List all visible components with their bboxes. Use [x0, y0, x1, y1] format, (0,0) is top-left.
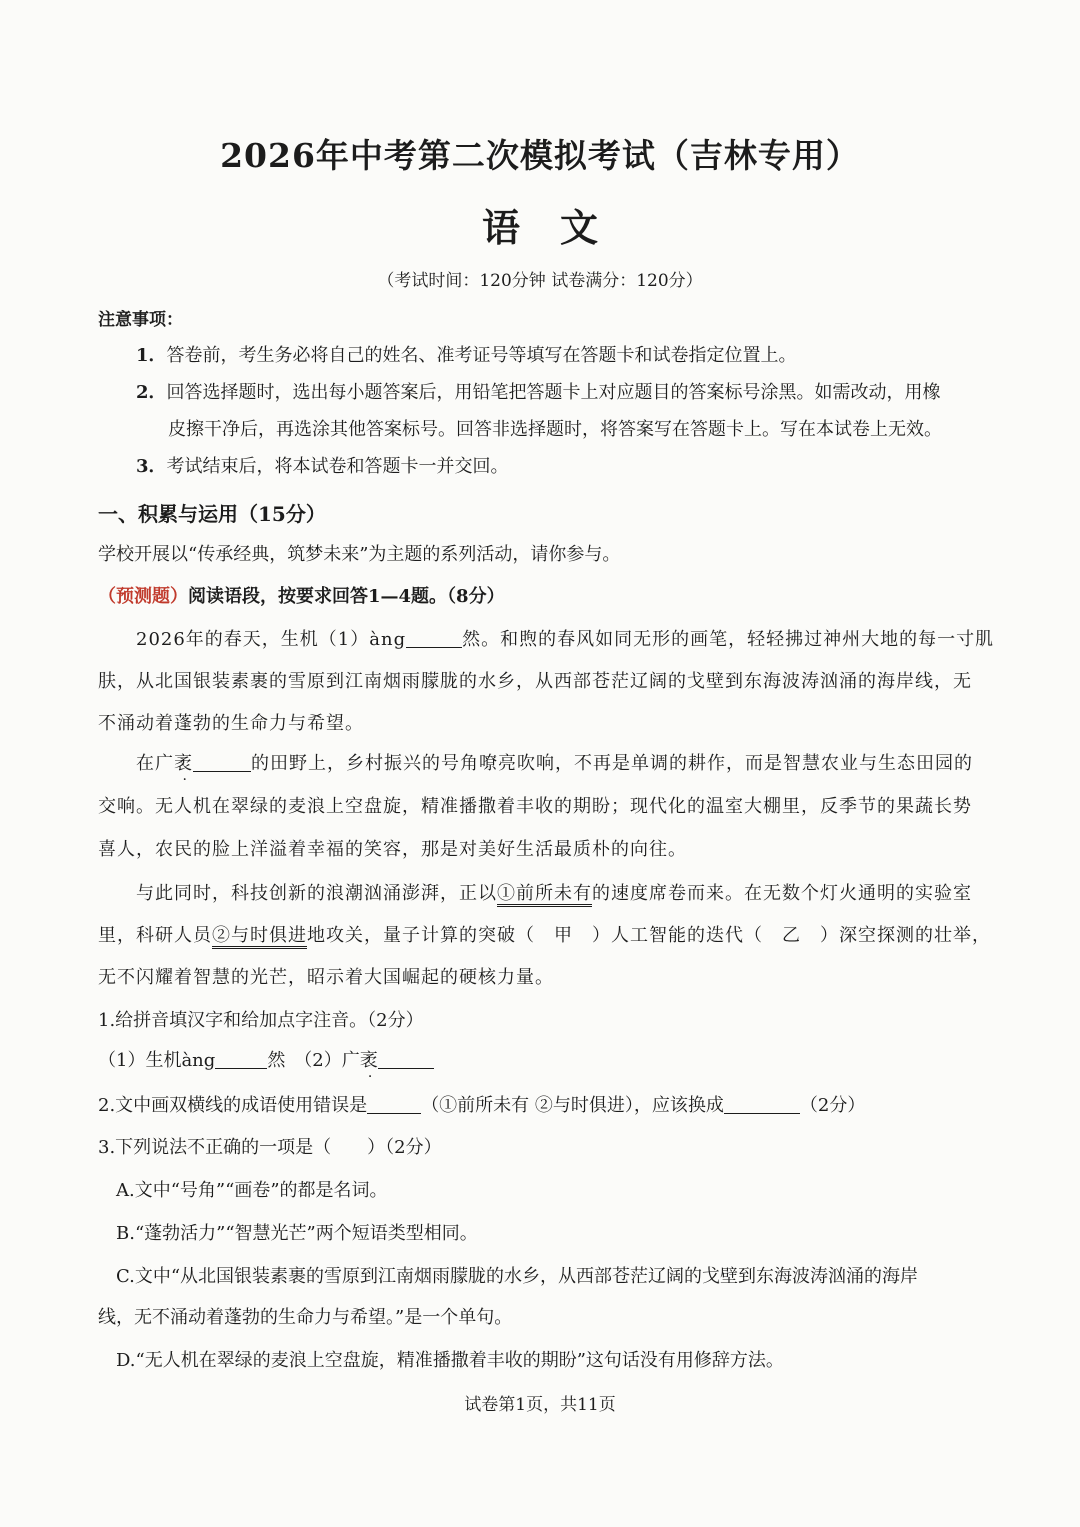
notice-item-num: 2．: [136, 382, 167, 403]
notice-item-text: 回答选择题时，选出每小题答案后，用铅笔把答题卡上对应题目的答案标号涂黑。如需改动，用橡: [166, 382, 941, 403]
question-text: 然 （2）广: [267, 1050, 360, 1071]
passage-line: [98, 921, 991, 947]
dotted-char: 袤: [174, 753, 193, 774]
notice-item-text: 答卷前，考生务必将自己的姓名、准考证号等填写在答题卡和试卷指定位置上。: [166, 345, 797, 366]
question-text: （2分）: [799, 1095, 866, 1116]
passage-line: [136, 879, 972, 905]
notice-title: 注意事项：: [98, 310, 183, 330]
passage-text: 与此同时，科技创新的浪潮汹涌澎湃，正以: [136, 883, 497, 904]
option-c-cont: 线，无不涌动着蓬勃的生命力与希望。”是一个单句。: [98, 1307, 513, 1328]
answer-blank: [193, 753, 251, 772]
answer-blank[interactable]: [215, 1050, 267, 1069]
passage-text: 的田野上，乡村振兴的号角嘹亮吹响，不再是单调的耕作，而是智慧农业与生态田园的: [251, 753, 973, 774]
passage-line: 喜人，农民的脸上洋溢着幸福的笑容，那是对美好生活最质朴的向往。: [98, 839, 687, 860]
passage-line: [136, 749, 973, 775]
exam-title: 2026年中考第二次模拟考试（吉林专用）: [220, 136, 860, 175]
answer-blank[interactable]: [724, 1095, 800, 1114]
answer-blank: [406, 629, 462, 648]
notice-item-num: 1．: [136, 345, 167, 366]
dotted-char: 袤: [359, 1050, 378, 1071]
option-b: B.“蓬勃活力”“智慧光芒”两个短语类型相同。: [116, 1223, 478, 1244]
section-heading: 一、积累与运用（15分）: [98, 502, 326, 526]
notice-item-text: 考试结束后，将本试卷和答题卡一并交回。: [166, 456, 509, 477]
question-text: （①前所未有 ②与时俱进），应该换成: [421, 1095, 724, 1116]
passage-text: 地攻关，量子计算的突破（ 甲 ）人工智能的迭代（ 乙 ）深空探测的壮举，: [307, 925, 991, 946]
passage-text: 的速度席卷而来。在无数个灯火通明的实验室: [592, 883, 972, 904]
notice-item-1: [136, 341, 797, 367]
answer-blank[interactable]: [378, 1050, 434, 1069]
exam-info: （考试时间：120分钟 试卷满分：120分）: [377, 271, 703, 291]
option-a: A.文中“号角”“画卷”的都是名词。: [116, 1180, 388, 1201]
notice-item-num: 3．: [136, 456, 167, 477]
answer-blank[interactable]: [367, 1095, 421, 1114]
passage-line: 交响。无人机在翠绿的麦浪上空盘旋，精准播撒着丰收的期盼；现代化的温室大棚里，反季节的果蔬长势: [98, 796, 972, 817]
section-intro: 学校开展以“传承经典，筑梦未来”为主题的系列活动，请你参与。: [98, 544, 621, 565]
double-underlined-idiom: ②与时俱进: [212, 925, 307, 949]
page-footer: 试卷第1页，共11页: [464, 1395, 616, 1415]
question-text: （1）生机àng: [98, 1050, 216, 1071]
question-text: 2.文中画双横线的成语使用错误是: [98, 1095, 368, 1116]
notice-item-2-cont: 皮擦干净后，再选涂其他答案标号。回答非选择题时，将答案写在答题卡上。写在本试卷上无效。: [168, 419, 942, 440]
passage-line: [136, 625, 994, 651]
prediction-line: [98, 582, 505, 608]
subject-title: 语文: [481, 205, 638, 250]
prediction-instruction: 阅读语段，按要求回答1—4题。（8分）: [188, 586, 505, 607]
passage-text: 在广: [136, 753, 174, 774]
question-3: 3.下列说法不正确的一项是（ ）（2分）: [98, 1137, 442, 1158]
prediction-label: （预测题）: [98, 586, 188, 607]
question-1: 1.给拼音填汉字和给加点字注音。（2分）: [98, 1010, 424, 1031]
passage-text: 然。和煦的春风如同无形的画笔，轻轻拂过神州大地的每一寸肌: [462, 629, 995, 650]
question-2: [98, 1091, 865, 1117]
passage-line: 无不闪耀着智慧的光芒，昭示着大国崛起的硬核力量。: [98, 967, 554, 988]
option-d: D.“无人机在翠绿的麦浪上空盘旋，精准播撒着丰收的期盼”这句话没有用修辞方法。: [116, 1350, 784, 1371]
notice-item-3: [136, 452, 509, 478]
passage-text: 里，科研人员: [98, 925, 212, 946]
double-underlined-idiom: ①前所未有: [497, 883, 592, 907]
option-c: C.文中“从北国银装素裹的雪原到江南烟雨朦胧的水乡，从西部苍茫辽阔的戈壁到东海波涛汹涌的海岸: [116, 1266, 919, 1287]
notice-item-2: [136, 378, 941, 404]
passage-line: 不涌动着蓬勃的生命力与希望。: [98, 713, 364, 734]
question-1-items: [98, 1046, 434, 1072]
passage-line: 肤，从北国银装素裹的雪原到江南烟雨朦胧的水乡，从西部苍茫辽阔的戈壁到东海波涛汹涌的海岸线，无: [98, 671, 972, 692]
passage-text: 2026年的春天，生机（1）àng: [136, 629, 407, 650]
